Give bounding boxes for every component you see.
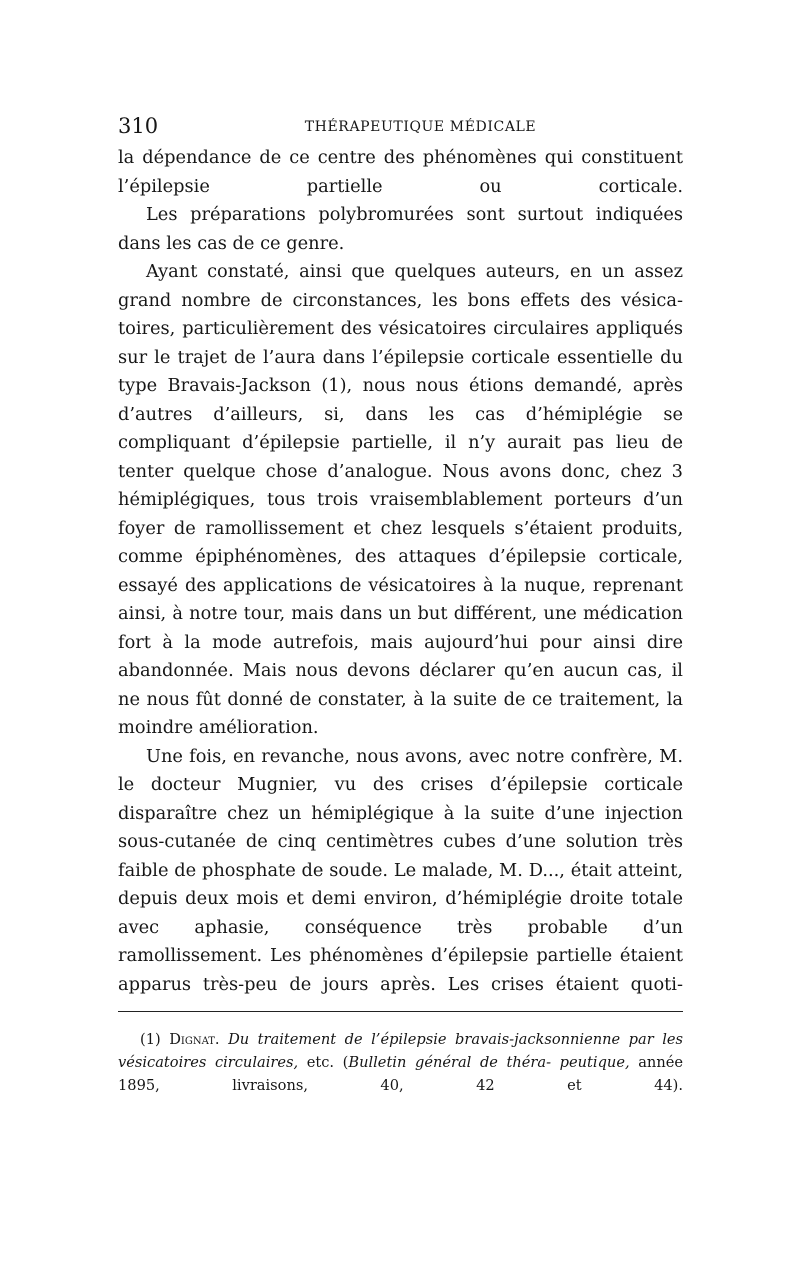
text-line: tenter quelque chose d’analogue. Nous avons donc, chez xyxy=(118,460,662,482)
running-title: THÉRAPEUTIQUE MÉDICALE xyxy=(304,119,537,135)
footnote-marker: (1) xyxy=(140,1031,170,1048)
page-number: 310 xyxy=(118,114,159,138)
book-page xyxy=(118,112,683,1097)
paragraph-4 xyxy=(118,743,683,1000)
text-line: droite totale avec aphasie, conséquence très probable d’un xyxy=(118,888,684,938)
text-line: Les préparations polybromurées sont surtout indiquées xyxy=(146,204,683,225)
text-line: 3 hémiplégiques, tous trois vraisemblablement porteurs xyxy=(118,460,683,510)
text-line: dans les cas de ce genre. xyxy=(118,232,345,254)
text-line: reprenant ainsi, à notre tour, mais dans un but différent, xyxy=(118,574,683,624)
text-line: toires, particulièrement des vésicatoires circulaires appliqués xyxy=(118,318,683,339)
text-line: la dépendance de ce centre des phénomènes qui constituent xyxy=(118,147,683,168)
footnote-details: année 1895, livraisons, 40, 42 et 44). xyxy=(118,1054,683,1094)
paragraph-3 xyxy=(118,258,683,743)
text-line: après d’autres d’ailleurs, si, dans les cas d’hémiplégie se xyxy=(118,375,683,425)
text-line: sous-cutanée de cinq centimètres cubes d’une solution très xyxy=(118,831,683,852)
text-line: compliquant d’épilepsie partielle, il n’y aurait pas lieu de xyxy=(118,432,683,453)
text-line: disparaître chez un hémiplégique à la suite d’une injection xyxy=(118,802,683,824)
paragraph-1 xyxy=(118,144,683,201)
text-line: Une fois, en revanche, nous avons, avec notre confrère, xyxy=(146,745,653,767)
text-line: grand nombre de circonstances, les bons effets des vésica- xyxy=(118,289,683,311)
text-line: une médication fort à la mode autrefois, mais aujourd’hui xyxy=(118,603,683,653)
running-head xyxy=(118,112,683,144)
text-line: corticale, essayé des applications de vésicatoires à la nuque, xyxy=(118,546,683,596)
text-line: du type Bravais-Jackson (1), nous nous étions demandé, xyxy=(118,346,684,396)
footnote-etc: etc. ( xyxy=(298,1054,349,1071)
text-line: sur le trajet de l’aura dans l’épilepsie corticale essentielle xyxy=(118,346,654,368)
footnote-author: Dignat. xyxy=(169,1031,220,1048)
text-line: M. le docteur Mugnier, vu des crises d’épilepsie corticale xyxy=(118,745,683,795)
footnote-1 xyxy=(118,1028,683,1097)
text-line: pour ainsi dire abandonnée. Mais nous devons déclarer qu’en xyxy=(118,631,683,681)
footnote-divider xyxy=(118,1011,683,1012)
text-line: d’un foyer de ramollissement et chez lesquels s’étaient xyxy=(118,489,684,539)
text-line: ramollissement. Les phénomènes d’épilepsie partielle étaient xyxy=(118,945,683,966)
text-line: produits, comme épiphénomènes, des attaques d’épilepsie xyxy=(118,517,684,567)
text-line: aucun cas, il ne nous fût donné de constater, à la suite xyxy=(118,660,683,710)
footnote-journal: Bulletin général de théra- xyxy=(348,1054,552,1071)
paragraph-2 xyxy=(118,201,683,258)
text-line: apparus très-peu de jours après. Les crises étaient quoti- xyxy=(118,973,683,995)
footnote-title: Du traitement de l’épilepsie bravais-jacksonnienne xyxy=(219,1031,621,1048)
text-line: faible de phosphate de soude. Le malade, M. D..., était xyxy=(118,859,612,881)
body-text xyxy=(118,144,683,999)
footnote-journal-cont: peutique, xyxy=(559,1054,630,1071)
text-line: atteint, depuis deux mois et demi environ, d’hémiplégie xyxy=(118,859,683,909)
text-line: Ayant constaté, ainsi que quelques auteurs, en un assez xyxy=(146,261,683,282)
text-line: l’épilepsie partielle ou corticale. xyxy=(118,175,683,197)
footnote-title-cont: par les vésicatoires circulaires, xyxy=(118,1031,683,1071)
text-line: de ce traitement, la moindre amélioration. xyxy=(118,688,683,738)
